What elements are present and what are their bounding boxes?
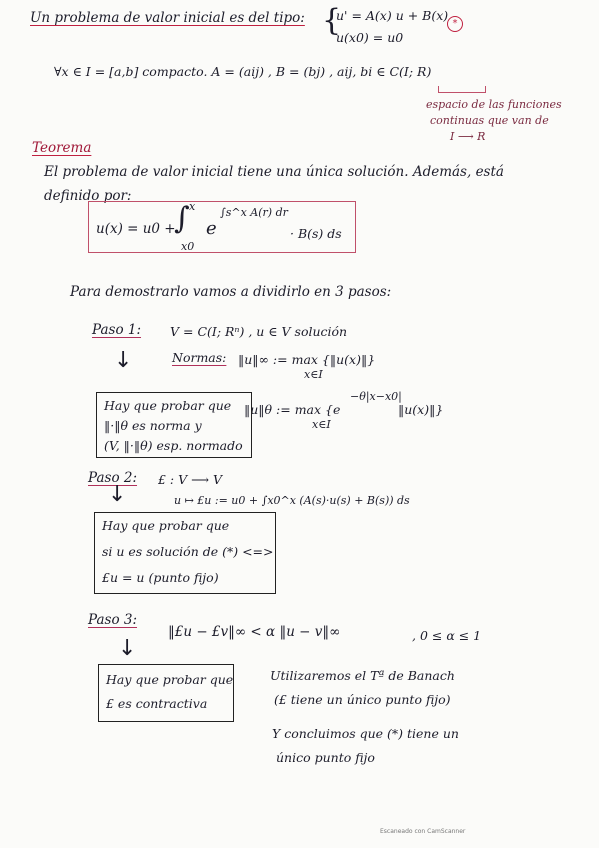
paso1-label: Paso 1: (92, 322, 142, 338)
teorema-heading: Teorema (32, 140, 92, 156)
paso3-conclusion-1: Utilizaremos el Tª de Banach (270, 668, 455, 683)
paso3-label: Paso 3: (88, 612, 138, 628)
paso3-conclusion-2: (£ tiene un único punto fijo) (274, 692, 451, 707)
paso1-def: V = C(I; Rⁿ) , u ∈ V solución (170, 324, 348, 339)
teorema-text-1: El problema de valor inicial tiene una única solución. Además, está (44, 164, 504, 180)
paso2-def: u ↦ £u := u0 + ∫x0^x (A(s)·u(s) + B(s)) ds (174, 494, 410, 507)
paso1-box-line-3: (V, ‖·‖θ) esp. normado (104, 438, 243, 453)
paso3-box-line-1: Hay que probar que (106, 672, 234, 687)
paso3-ineq: ‖£u − £v‖∞ < α ‖u − v‖∞ (168, 624, 341, 640)
paso3-range: , 0 ≤ α ≤ 1 (412, 628, 482, 643)
scanner-footer: Escaneado con CamScanner (380, 828, 466, 835)
system-brace: { (322, 3, 342, 38)
paso2-label: Paso 2: (88, 470, 138, 486)
header-title: Un problema de valor inicial es del tipo: (30, 10, 305, 26)
paso3-box-line-2: £ es contractiva (106, 696, 208, 711)
note-line-2: continuas que van de (430, 114, 549, 127)
paso1-normas-label: Normas: (172, 350, 227, 365)
teorema-text-2: definido por: (44, 188, 132, 204)
note-line-1: espacio de las funciones (426, 98, 562, 111)
norm-theta-sup: −θ|x−x0| (350, 390, 402, 403)
formula-rhs: · B(s) ds (290, 226, 342, 241)
paso3-conclusion-4: único punto fijo (276, 750, 375, 765)
norm-theta-tail: ‖u(x)‖} (398, 402, 444, 417)
integral-lower: x0 (181, 240, 195, 253)
paso3-arrow: ↓ (118, 636, 137, 661)
norm-inf-sub: x∈I (304, 368, 323, 381)
norm-inf: ‖u‖∞ := max {‖u(x)‖} (238, 352, 376, 367)
formula-lhs: u(x) = u0 + (96, 221, 176, 237)
norm-theta-sub: x∈I (312, 418, 331, 431)
paso3-conclusion-3: Y concluimos que (*) tiene un (272, 726, 459, 741)
paso1-box-line-1: Hay que probar que (104, 398, 232, 413)
paso2-map: £ : V ⟶ V (158, 472, 223, 487)
header-eq-2: u(x0) = u0 (336, 30, 404, 45)
integral-upper: x (189, 200, 196, 213)
paso1-box-line-2: ‖·‖θ es norma y (104, 418, 202, 433)
note-bracket (438, 86, 486, 93)
paso2-box-line-2: si u es solución de (*) <=> (102, 544, 274, 559)
paso2-box-line-1: Hay que probar que (102, 518, 230, 533)
exp-superscript: ∫s^x A(r) dr (220, 206, 288, 219)
paso2-box-line-3: £u = u (punto fijo) (102, 570, 219, 585)
paso1-arrow: ↓ (114, 348, 133, 373)
header-eq-1: u' = A(x) u + B(x) (336, 8, 449, 23)
norm-theta: ‖u‖θ := max {e (244, 402, 341, 417)
note-line-3: I ⟶ R (450, 130, 486, 143)
paso2-arrow: ↓ (108, 482, 127, 507)
exp-base: e (206, 218, 217, 239)
star-marker: * (447, 16, 463, 32)
intro-text: Para demostrarlo vamos a dividirlo en 3 pasos: (70, 284, 392, 300)
integral-sign: ∫ (174, 201, 190, 236)
hypotheses-line: ∀x ∈ I = [a,b] compacto. A = (aij) , B = (bj) , aij, bi ∈ C(I; R) (54, 64, 432, 79)
